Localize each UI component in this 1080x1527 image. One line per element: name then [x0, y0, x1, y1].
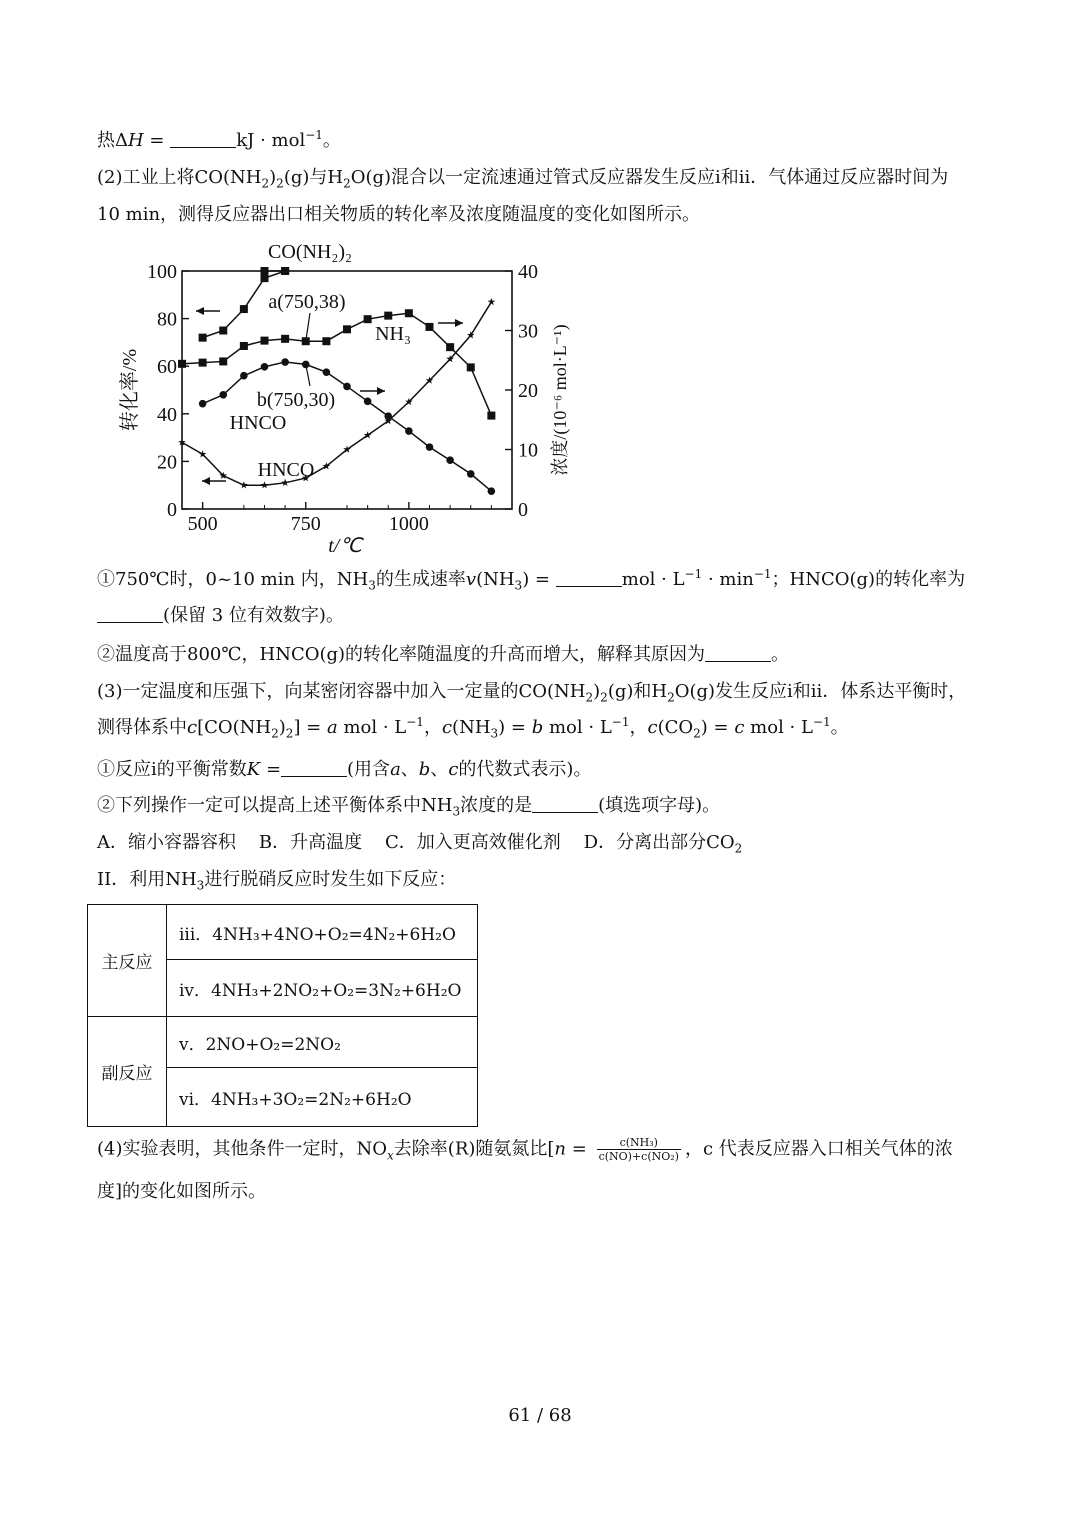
y-left-tick-label: 0: [167, 499, 177, 521]
data-point: [343, 325, 351, 333]
text-line-4: ①750℃时，0~10 min 内，$NH_3$的生成速率$v(NH_3)$ = mol · $L^{-1} \cdot \min^{-1}$；HNCO(g)的转化率为: [97, 567, 966, 593]
data-point: [405, 427, 413, 435]
y-right-tick-label: 30: [518, 320, 538, 343]
data-point: [240, 342, 248, 350]
data-point: [240, 305, 248, 313]
data-point: [281, 358, 289, 366]
point-a-leader: [306, 313, 310, 341]
conversion-concentration-chart: [100, 236, 590, 561]
nh3-label: NH₃: [375, 323, 411, 345]
data-point: [240, 481, 248, 488]
y-right-tick-label: 40: [518, 261, 538, 283]
text-line-1: 热ΔH = kJ · mol$^{-1}$。: [97, 128, 341, 151]
data-point: [467, 363, 475, 371]
data-point: [219, 327, 227, 335]
text-line-11: A．缩小容器容积 B．升高温度 C．加入更高效催化剂 D．分离出部分$CO_2$: [97, 832, 743, 856]
y-right-tick-label: 20: [518, 380, 538, 402]
data-point: [199, 359, 207, 367]
data-point: [219, 357, 227, 365]
text-line-6: ②温度高于800℃，HNCO(g)的转化率随温度的升高而增大，解释其原因为 。: [97, 644, 790, 665]
main-reaction-label: 主反应: [88, 905, 167, 1017]
reaction-iv: iv．4NH₃+2NO₂+O₂=3N₂+6H₂O: [167, 960, 478, 1017]
hnco-label-2: HNCO: [257, 459, 315, 481]
text-line-9: ①反应i的平衡常数K = (用含a、b、c的代数式表示)。: [97, 759, 592, 780]
text-line-2: (2)工业上将$CO(NH_2)_2(g)$与$H_2O(g)$混合以一定流速通过管式反应器发生反应i和ii．气体通过反应器时间为: [97, 167, 949, 191]
y-left-axis-title: 转化率/%: [119, 348, 141, 432]
y-left-tick-label: 60: [157, 356, 177, 379]
text-line-10: ②下列操作一定可以提高上述平衡体系中$NH_3$浓度的是 (填选项字母)。: [97, 795, 721, 819]
text-line-7: (3)一定温度和压强下，向某密闭容器中加入一定量的$CO(NH_2)_2(g)$和$H_2O(g)$发生反应i和ii．体系达平衡时，: [97, 681, 967, 705]
x-tick-label: 500: [187, 513, 218, 535]
right-arrow-nh3-head: [455, 319, 463, 327]
y-left-tick-label: 80: [157, 308, 177, 331]
text-line-12: II．利用$NH_3$进行脱硝反应时发生如下反应：: [97, 869, 457, 893]
data-point: [487, 412, 495, 420]
co-nh2-label: CO(NH₂)₂: [268, 241, 352, 263]
data-point: [281, 335, 289, 343]
reaction-iii: iii．4NH₃+4NO+O₂=4N₂+6H₂O: [167, 905, 478, 960]
left-arrow-hnco-head: [202, 477, 210, 485]
data-point: [343, 383, 351, 391]
data-point: [488, 298, 496, 305]
data-point: [467, 470, 475, 478]
data-point: [178, 360, 186, 368]
data-point: [199, 400, 207, 408]
data-point: [281, 267, 289, 275]
data-point: [488, 487, 496, 495]
data-point: [364, 398, 372, 406]
reaction-v: v．2NO+O₂=2NO₂: [167, 1017, 478, 1068]
data-point: [261, 267, 269, 275]
x-tick-label: 1000: [388, 513, 429, 535]
ammonia-nitrogen-ratio-fraction: $\frac{\text{c(NH₃)}}{\text{c(NO)+c(NO₂)}}$: [598, 1136, 679, 1164]
data-point: [322, 337, 330, 345]
side-reaction-label: 副反应: [88, 1017, 167, 1127]
text-line-5: (保留 3 位有效数字)。: [97, 606, 344, 625]
data-point: [426, 443, 434, 451]
reaction-vi: vi．4NH₃+3O₂=2N₂+6H₂O: [167, 1068, 478, 1127]
point-b-label: b(750,30): [256, 389, 336, 411]
y-right-tick-label: 0: [518, 499, 528, 521]
data-point: [219, 391, 227, 399]
data-point: [261, 363, 269, 371]
text-line-8: 测得体系中$c[CO(NH_2)_2] = a$ mol · $L^{-1}$，$c(NH_3) = b$ mol · $L^{-1}$，$c(CO_2) = c$ mol · $L^{-1}$。: [97, 715, 849, 741]
data-point: [446, 343, 454, 351]
data-point: [384, 312, 392, 320]
data-point: [405, 309, 413, 317]
hnco-label-1: HNCO: [229, 412, 287, 434]
data-point: [261, 274, 269, 282]
point-b-leader: [306, 364, 310, 386]
y-left-tick-label: 100: [147, 261, 177, 283]
data-point: [426, 323, 434, 331]
text-line-13: (4)实验表明，其他条件一定时，$NO_x$去除率(R)随氨氮比[n = $\frac{\text{c(NH₃)}}{\text{c(NO)+c(NO₂)}}$ ，c 代表反应器入口相关气体的浓: [97, 1136, 953, 1164]
y-right-axis-title: 浓度/(10⁻⁶ mol·L⁻¹): [550, 324, 570, 476]
page-number: 61 / 68: [508, 1405, 572, 1426]
y-right-tick-label: 10: [518, 439, 538, 462]
reactions-table: [87, 904, 478, 1127]
text-line-3: 10 min，测得反应器出口相关物质的转化率及浓度随温度的变化如图所示。: [97, 204, 701, 225]
data-point: [261, 481, 269, 488]
data-point: [446, 456, 454, 464]
data-point: [364, 315, 372, 323]
right-arrow-hnco-head: [377, 387, 385, 395]
y-left-tick-label: 40: [157, 403, 177, 426]
data-point: [199, 334, 207, 342]
x-tick-label: 750: [290, 513, 321, 535]
data-point: [261, 337, 269, 345]
point-a-label: a(750,38): [268, 291, 346, 313]
text-line-14: 度]的变化如图所示。: [97, 1181, 267, 1202]
left-arrow-co-head: [196, 307, 204, 315]
x-axis-title: t/℃: [328, 535, 362, 557]
y-left-tick-label: 20: [157, 451, 177, 474]
data-point: [240, 372, 248, 380]
data-point: [323, 368, 331, 376]
